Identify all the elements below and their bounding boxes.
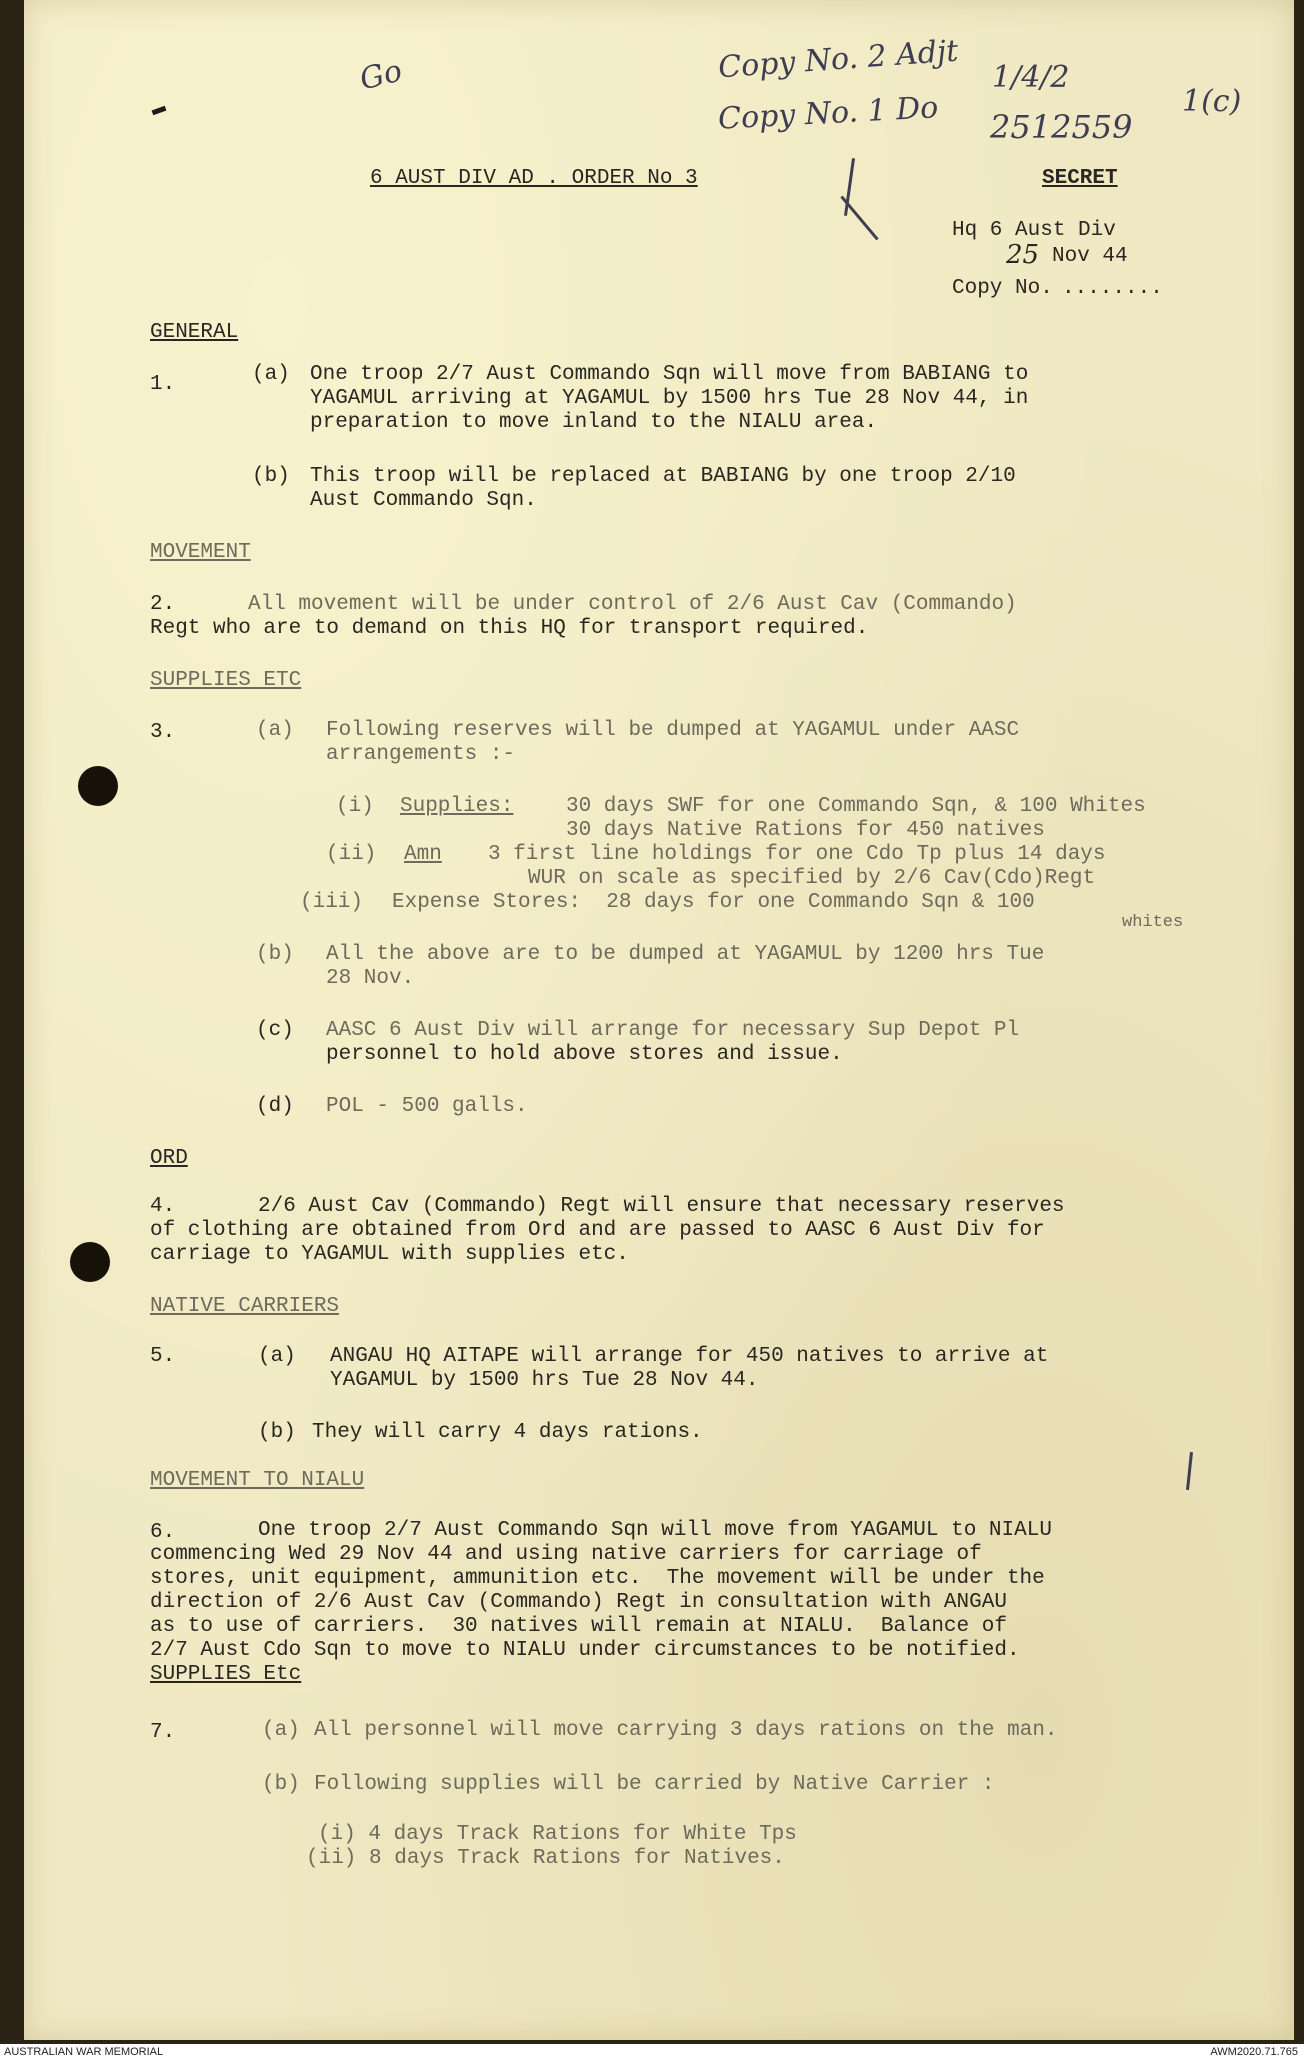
para7-b-line1: Following supplies will be carried by Native Carrier : <box>314 1773 995 1796</box>
para7-a-label: (a) <box>262 1719 300 1742</box>
handwritten-date-note: 1/4/2 <box>992 60 1070 95</box>
para7-ii-line: (ii) 8 days Track Rations for Natives. <box>306 1847 785 1870</box>
para5-number: 5. <box>150 1345 176 1368</box>
para5-a-line1: ANGAU HQ AITAPE will arrange for 450 natives to arrive at <box>330 1345 1049 1368</box>
classification-secret: SECRET <box>1042 167 1118 190</box>
para2-line2: Regt who are to demand on this HQ for transport required. <box>150 617 869 640</box>
para7-b-label: (b) <box>262 1773 300 1796</box>
order-title: 6 AUST DIV AD . ORDER No 3 <box>370 167 698 190</box>
para5-b-line1: They will carry 4 days rations. <box>312 1421 703 1444</box>
hq-line: Hq 6 Aust Div <box>952 219 1116 242</box>
para3-i-line1: 30 days SWF for one Commando Sqn, & 100 Whites <box>566 795 1146 818</box>
order-date: Nov 44 <box>1052 245 1128 268</box>
para3-a-line1: Following reserves will be dumped at YAGAMUL under AASC <box>326 719 1020 742</box>
para7-i-line: (i) 4 days Track Rations for White Tps <box>318 1823 797 1846</box>
handwritten-copy-no-1: Copy No. 1 Do <box>717 90 940 137</box>
para6-number: 6. <box>150 1521 176 1544</box>
archive-credit-left: AUSTRALIAN WAR MEMORIAL <box>4 2046 164 2058</box>
para3-b-label: (b) <box>256 943 294 966</box>
section-supplies-etc-2: SUPPLIES Etc <box>150 1663 302 1686</box>
handwritten-margin-note: 1(c) <box>1182 84 1242 119</box>
para1-b-line1: This troop will be replaced at BABIANG by one troop 2/10 <box>310 465 1016 488</box>
para3-c-line1: AASC 6 Aust Div will arrange for necessary Sup Depot Pl <box>326 1019 1020 1042</box>
para3-i-head: Supplies: <box>400 795 514 818</box>
section-ord: ORD <box>150 1147 188 1170</box>
para1-a-line2: YAGAMUL arriving at YAGAMUL by 1500 hrs Tue 28 Nov 44, in <box>310 387 1029 410</box>
copy-number-label: Copy No. <box>952 277 1053 300</box>
para4-line3: carriage to YAGAMUL with supplies etc. <box>150 1243 629 1266</box>
para6-line5: as to use of carriers. 30 natives will remain at NIALU. Balance of <box>150 1615 1007 1638</box>
para5-a-label: (a) <box>258 1345 296 1368</box>
section-supplies-etc: SUPPLIES ETC <box>150 669 302 692</box>
copy-number-dots: ........ <box>1062 277 1163 300</box>
para3-ii-line1: 3 first line holdings for one Cdo Tp plus 14 days <box>488 843 1106 866</box>
para3-number: 3. <box>150 721 176 744</box>
para4-number: 4. <box>150 1195 176 1218</box>
para3-b-line2: 28 Nov. <box>326 967 415 990</box>
para3-ii-line2: WUR on scale as specified by 2/6 Cav(Cdo)Regt <box>528 867 1096 890</box>
para6-line1: One troop 2/7 Aust Commando Sqn will move from YAGAMUL to NIALU <box>258 1519 1052 1542</box>
para3-a-line2: arrangements :- <box>326 743 516 766</box>
para6-line3: stores, unit equipment, ammunition etc. The movement will be under the <box>150 1567 1045 1590</box>
archive-reference-right: AWM2020.71.765 <box>1210 2046 1298 2058</box>
para6-line2: commencing Wed 29 Nov 44 and using native carriers for carriage of <box>150 1543 982 1566</box>
punch-hole-bottom <box>70 1242 110 1282</box>
archive-credit-bar <box>0 2044 1304 2061</box>
para3-c-line2: personnel to hold above stores and issue. <box>326 1043 843 1066</box>
para2-line1: All movement will be under control of 2/6 Aust Cav (Commando) <box>248 593 1017 616</box>
para3-ii-label: (ii) <box>326 843 377 866</box>
para3-b-line1: All the above are to be dumped at YAGAMUL by 1200 hrs Tue <box>326 943 1045 966</box>
para3-d-label: (d) <box>256 1095 294 1118</box>
handwritten-ref-number: 2512559 <box>990 108 1133 146</box>
para3-i-label: (i) <box>336 795 374 818</box>
para7-number: 7. <box>150 1721 176 1744</box>
handwritten-copy-no-2: Copy No. 2 Adjt <box>717 33 960 86</box>
para1-a-line1: One troop 2/7 Aust Commando Sqn will move from BABIANG to <box>310 363 1029 386</box>
para3-iii-line1: Expense Stores: 28 days for one Commando Sqn & 100 <box>392 891 1035 914</box>
para3-a-label: (a) <box>256 719 294 742</box>
section-movement: MOVEMENT <box>150 541 251 564</box>
para1-a-label: (a) <box>252 363 290 386</box>
para3-ii-head: Amn <box>404 843 442 866</box>
para6-line6: 2/7 Aust Cdo Sqn to move to NIALU under circumstances to be notified. <box>150 1639 1020 1662</box>
para3-iii-line2: whites <box>1122 913 1184 932</box>
para5-a-line2: YAGAMUL by 1500 hrs Tue 28 Nov 44. <box>330 1369 759 1392</box>
para5-b-label: (b) <box>258 1421 296 1444</box>
handwritten-go-note: Go <box>356 53 406 98</box>
para3-d-line1: POL - 500 galls. <box>326 1095 528 1118</box>
para2-number: 2. <box>150 593 176 616</box>
para3-i-line2: 30 days Native Rations for 450 natives <box>566 819 1045 842</box>
para4-line1: 2/6 Aust Cav (Commando) Regt will ensure that necessary reserves <box>258 1195 1065 1218</box>
section-movement-to-nialu: MOVEMENT TO NIALU <box>150 1469 365 1492</box>
para1-a-line3: preparation to move inland to the NIALU area. <box>310 411 878 434</box>
para1-number: 1. <box>150 373 176 396</box>
section-general: GENERAL <box>150 321 239 344</box>
para1-b-line2: Aust Commando Sqn. <box>310 489 537 512</box>
handwritten-day-number: 25 <box>1006 240 1040 270</box>
para1-b-label: (b) <box>252 465 290 488</box>
punch-hole-top <box>78 766 118 806</box>
section-native-carriers: NATIVE CARRIERS <box>150 1295 340 1318</box>
para7-a-line1: All personnel will move carrying 3 days rations on the man. <box>314 1719 1058 1742</box>
para3-iii-label: (iii) <box>300 891 364 914</box>
para3-c-label: (c) <box>256 1019 294 1042</box>
para4-line2: of clothing are obtained from Ord and are passed to AASC 6 Aust Div for <box>150 1219 1045 1242</box>
para6-line4: direction of 2/6 Aust Cav (Commando) Regt in consultation with ANGAU <box>150 1591 1007 1614</box>
